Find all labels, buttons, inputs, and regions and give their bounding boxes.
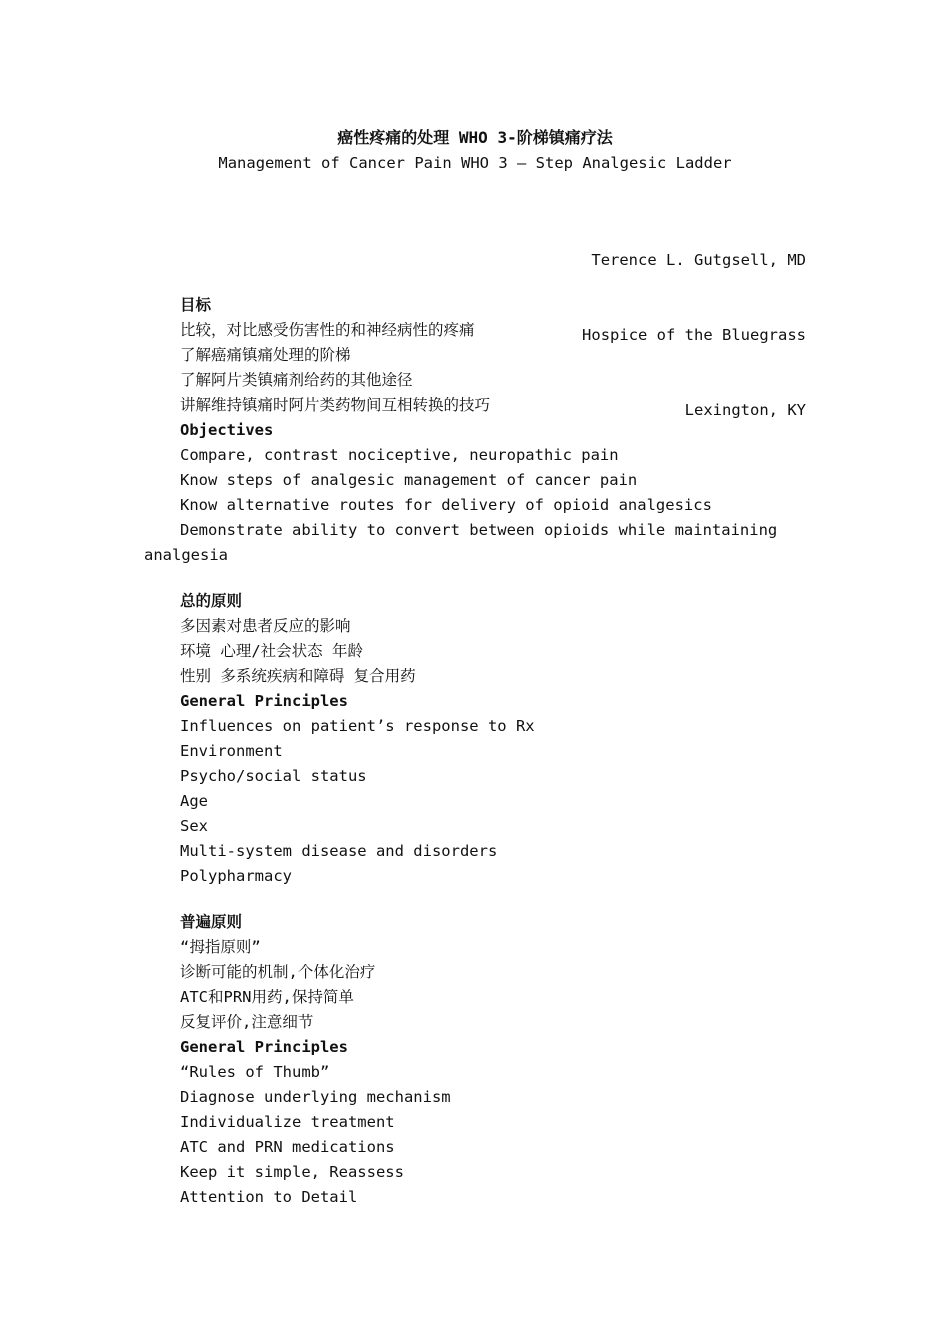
- list-item: Attention to Detail: [180, 1188, 358, 1206]
- section-heading-cn: 普遍原则: [180, 913, 243, 931]
- list-item: 反复评价,注意细节: [180, 1013, 314, 1031]
- title-english: Management of Cancer Pain WHO 3 – Step Analgesic Ladder: [218, 154, 732, 172]
- list-item: Multi-system disease and disorders: [180, 842, 498, 860]
- author-organization: Hospice of the Bluegrass: [582, 326, 806, 344]
- author-location: Lexington, KY: [684, 401, 806, 419]
- list-item: 了解阿片类镇痛剂给药的其他途径: [180, 371, 413, 389]
- list-item: Individualize treatment: [180, 1113, 395, 1131]
- list-item: 性别 多系统疾病和障碍 复合用药: [180, 667, 416, 685]
- author-name: Terence L. Gutgsell, MD: [591, 251, 806, 269]
- universal-principles-section: [144, 910, 824, 1210]
- list-item: Sex: [180, 817, 208, 835]
- section-heading-en: General Principles: [180, 692, 348, 710]
- list-item: 比较，对比感受伤害性的和神经病性的疼痛: [180, 321, 475, 339]
- title-chinese: 癌性疼痛的处理 WHO 3-阶梯镇痛疗法: [337, 128, 613, 147]
- list-item: Environment: [180, 742, 283, 760]
- list-item: Know alternative routes for delivery of opioid analgesics: [180, 496, 712, 514]
- general-principles-section: [144, 589, 824, 889]
- list-item: 环境 心理/社会状态 年龄: [180, 642, 363, 660]
- list-item: Keep it simple, Reassess: [180, 1163, 404, 1181]
- list-item: Influences on patient’s response to Rx: [180, 717, 535, 735]
- objectives-section: [144, 293, 824, 568]
- list-item: Polypharmacy: [180, 867, 292, 885]
- section-heading-en: General Principles: [180, 1038, 348, 1056]
- list-item: Psycho/social status: [180, 767, 367, 785]
- list-item: Diagnose underlying mechanism: [180, 1088, 451, 1106]
- list-item: 讲解维持镇痛时阿片类药物间互相转换的技巧: [180, 396, 491, 414]
- list-item: Know steps of analgesic management of cancer pain: [180, 471, 638, 489]
- list-item: 多因素对患者反应的影响: [180, 617, 351, 635]
- section-heading-cn: 目标: [180, 296, 212, 314]
- list-item-continuation: analgesia: [144, 546, 228, 564]
- list-item: ATC和PRN用药,保持简单: [180, 988, 354, 1006]
- list-item: Age: [180, 792, 208, 810]
- list-item: 了解癌痛镇痛处理的阶梯: [180, 346, 351, 364]
- list-item: “拇指原则”: [180, 938, 261, 956]
- list-item: Demonstrate ability to convert between opioids while maintaining: [180, 521, 778, 539]
- list-item: “Rules of Thumb”: [180, 1063, 330, 1081]
- list-item: Compare, contrast nociceptive, neuropathic pain: [180, 446, 619, 464]
- list-item: 诊断可能的机制,个体化治疗: [180, 963, 376, 981]
- list-item: ATC and PRN medications: [180, 1138, 395, 1156]
- section-heading-en: Objectives: [180, 421, 274, 439]
- section-heading-cn: 总的原则: [180, 592, 243, 610]
